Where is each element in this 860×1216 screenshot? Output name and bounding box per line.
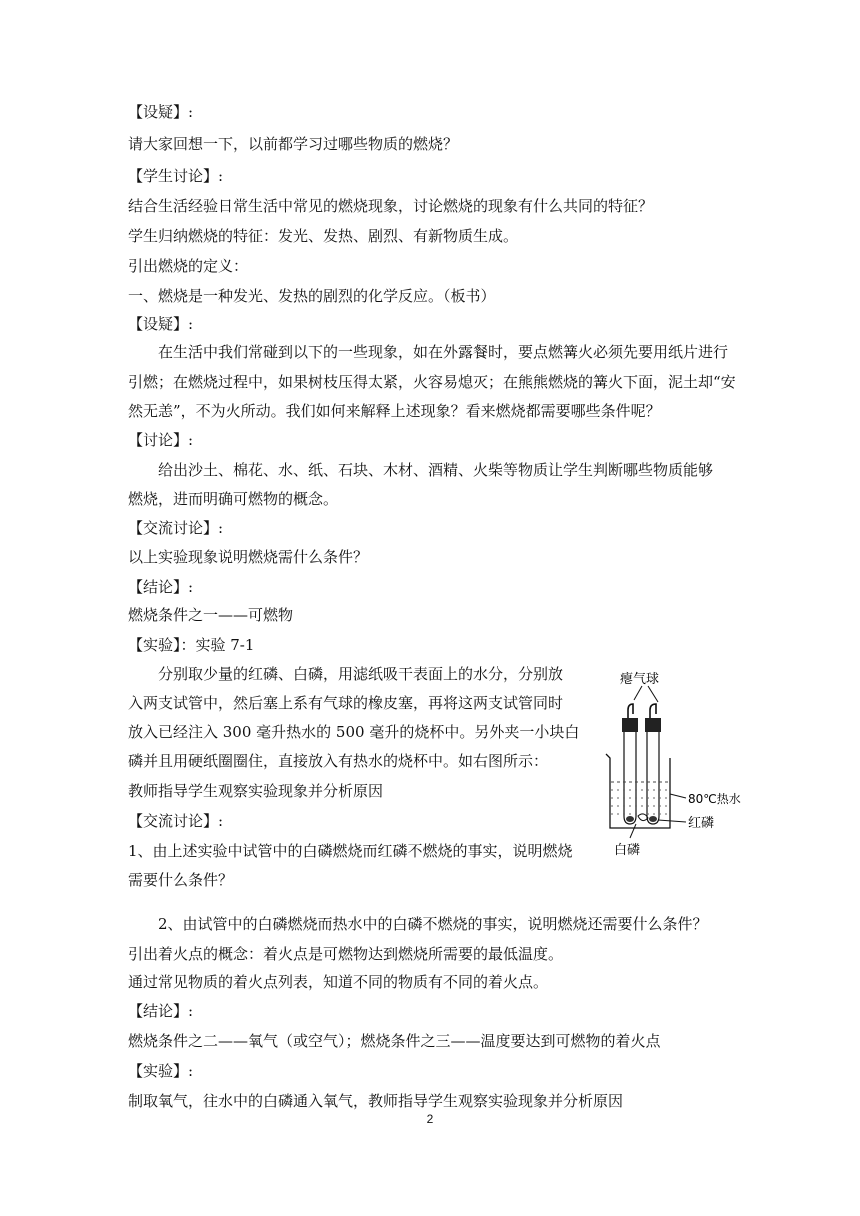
experiment-figure [600, 666, 750, 864]
rubber-stopper-left [622, 718, 638, 732]
white-phosphorus-label: 白磷 [614, 843, 641, 858]
paragraph: 燃烧条件之一——可燃物 [128, 606, 294, 624]
paragraph: 引燃；在燃烧过程中，如果树枝压得太紧，火容易熄灭；在熊熊燃烧的篝火下面，泥土却“安 [128, 373, 736, 391]
heading-student-discussion: 【学生讨论】: [128, 167, 224, 185]
white-phosphorus-in-tube [626, 816, 634, 822]
paragraph: 然无恙”，不为火所动。我们如何来解释上述现象？看来燃烧都需要哪些条件呢？ [128, 402, 661, 420]
paragraph: 引出着火点的概念：着火点是可燃物达到燃烧所需要的最低温度。 [128, 945, 564, 963]
heading-conclusion: 【结论】: [128, 578, 194, 596]
heading-conclusion: 【结论】: [128, 1002, 194, 1020]
rubber-stopper-right [645, 718, 661, 732]
paragraph: 分别取少量的红磷、白磷，用滤纸吸干表面上的水分，分别放 [158, 665, 564, 683]
paragraph: 入两支试管中，然后塞上系有气球的橡皮塞，再将这两支试管同时 [128, 694, 564, 712]
paragraph: 燃烧条件之二——氧气（或空气）；燃烧条件之三——温度要达到可燃物的着火点 [128, 1032, 661, 1050]
paragraph: 一、燃烧是一种发光、发热的剧烈的化学反应。（板书） [128, 287, 496, 305]
paragraph: 通过常见物质的着火点列表，知道不同的物质有不同的着火点。 [128, 973, 549, 991]
balloon-label: 瘪气球 [620, 672, 660, 687]
heading-experiment: 【实验】：实验 7-1 [128, 636, 255, 654]
heading-doubt: 【设疑】: [128, 103, 194, 121]
heading-exchange-discussion: 【交流讨论】: [128, 519, 224, 537]
test-tube-right [647, 732, 659, 824]
heading-doubt: 【设疑】: [128, 315, 194, 333]
paragraph: 请大家回想一下，以前都学习过哪些物质的燃烧？ [128, 135, 459, 153]
heading-experiment: 【实验】: [128, 1062, 194, 1080]
paragraph: 引出燃烧的定义： [128, 257, 249, 275]
paragraph: 在生活中我们常碰到以下的一些现象，如在外露餐时，要点燃篝火必须先要用纸片进行 [158, 343, 729, 361]
red-phosphorus-in-tube [649, 816, 657, 822]
paragraph: 以上实验现象说明燃烧需什么条件？ [128, 548, 369, 566]
paragraph: 给出沙土、棉花、水、纸、石块、木材、酒精、火柴等物质让学生判断哪些物质能够 [158, 461, 714, 479]
paragraph: 放入已经注入 300 毫升热水的 500 毫升的烧杯中。另外夹一小块白 [128, 723, 580, 741]
paragraph: 制取氧气，往水中的白磷通入氧气，教师指导学生观察实验现象并分析原因 [128, 1092, 624, 1110]
paragraph: 教师指导学生观察实验现象并分析原因 [128, 782, 384, 800]
red-phosphorus-pointer [658, 820, 686, 822]
paragraph: 结合生活经验日常生活中常见的燃烧现象，讨论燃烧的现象有什么共同的特征？ [128, 197, 654, 215]
deflated-balloon-right [650, 704, 656, 718]
test-tube-left [624, 732, 636, 824]
paragraph: 2、由试管中的白磷燃烧而热水中的白磷不燃烧的事实，说明燃烧还需要什么条件？ [158, 915, 708, 933]
paragraph: 燃烧，进而明确可燃物的概念。 [128, 490, 339, 508]
heading-discussion: 【讨论】: [128, 431, 194, 449]
white-phosphorus-pointer [630, 824, 636, 838]
balloon-pointer [648, 686, 658, 702]
paragraph: 磷并且用硬纸圈圈住，直接放入有热水的烧杯中。如右图所示： [128, 752, 549, 770]
balloon-pointer [634, 686, 642, 700]
hot-water-label: 80℃热水 [688, 792, 741, 806]
paragraph: 1、由上述实验中试管中的白磷燃烧而红磷不燃烧的事实，说明燃烧 [128, 842, 573, 860]
page-number: 2 [426, 1112, 434, 1126]
water-pointer [670, 794, 686, 798]
heading-exchange-discussion: 【交流讨论】: [128, 812, 224, 830]
deflated-balloon-left [628, 704, 633, 718]
beaker-diagram [600, 666, 750, 864]
paragraph: 需要什么条件？ [128, 871, 234, 889]
paragraph: 学生归纳燃烧的特征：发光、发热、剧烈、有新物质生成。 [128, 227, 519, 245]
red-phosphorus-label: 红磷 [688, 816, 715, 831]
